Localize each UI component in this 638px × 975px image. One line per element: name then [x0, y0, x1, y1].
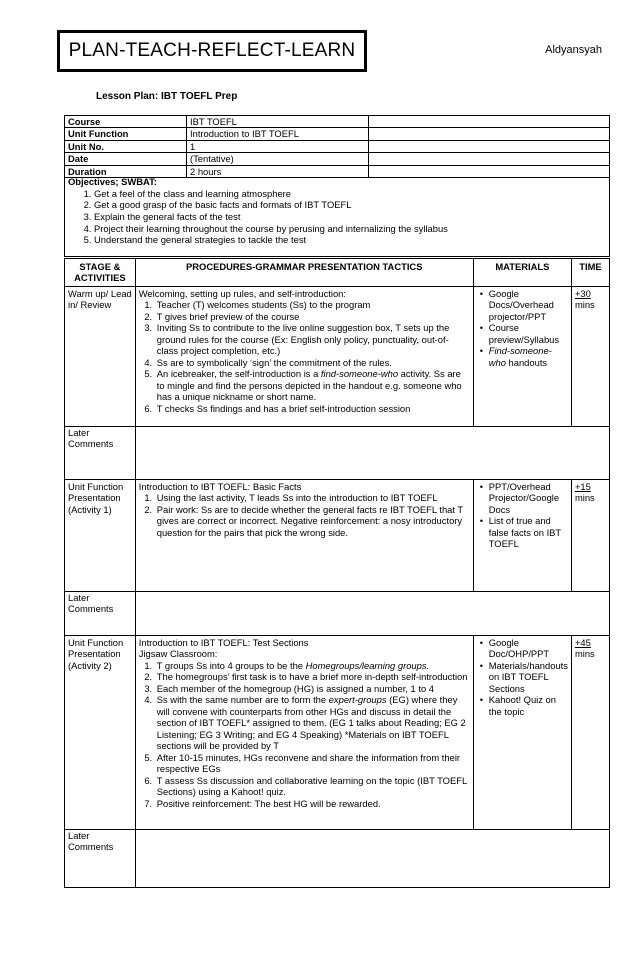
procedures-cell [135, 479, 473, 591]
stage-cell: Unit Function Presentation (Activity 1) [65, 479, 136, 591]
objectives-list [68, 188, 606, 246]
procedure-step: 2. The homegroups’ first task is to have a brief more in-depth self-introduction [155, 671, 470, 682]
procedures-cell [135, 286, 473, 426]
time-value: +45 [574, 636, 591, 648]
later-comments-cell [135, 426, 609, 479]
material-item: • Kahoot! Quiz on the topic [489, 694, 568, 717]
objective-item: 2. Get a good grasp of the basic facts and formats of IBT TOEFL [94, 199, 606, 211]
procedure-step [155, 660, 470, 671]
info-blank [369, 153, 610, 165]
info-value: 2 hours [187, 165, 369, 177]
step-text: (EG) where they will convene with counterparts from other HGs and discuss in detail the section of IBT TOEFL* assigned to them. (EG 1 talks about Reading; EG 2 Listening; EG 3 Writing; and EG 4 Speaking) *Materials on IBT TOEFL sections will be provided by T [156, 694, 466, 752]
materials-cell [473, 635, 571, 829]
table-header-row [65, 259, 610, 287]
stage-cell: Unit Function Presentation (Activity 2) [65, 635, 136, 829]
material-item: • Materials/handouts on IBT TOEFL Sections [489, 660, 568, 694]
time-unit: mins [574, 648, 595, 660]
author-name: Aldyansyah [545, 44, 602, 56]
info-value: (Tentative) [187, 153, 369, 165]
procedure-step: 3. Inviting Ss to contribute to the live online suggestion box, T sets up the ground rules for the course (Ex: English only policy, punctuality, out-of-class project completion, etc.) [155, 322, 470, 356]
lesson-title: Lesson Plan: IBT TOEFL Prep [96, 91, 238, 102]
info-label: Date [65, 153, 187, 165]
procedure-intro: Introduction to IBT TOEFL: Basic Facts [138, 480, 302, 492]
info-blank [369, 116, 610, 128]
material-item: • List of true and false facts on IBT TOEFL [489, 515, 568, 549]
materials-list [477, 288, 568, 368]
info-row [65, 128, 610, 140]
materials-cell [473, 479, 571, 591]
info-blank [369, 140, 610, 152]
info-label: Duration [65, 165, 187, 177]
header-title: PLAN-TEACH-REFLECT-LEARN [68, 40, 356, 61]
time-unit: mins [574, 299, 595, 311]
procedure-step: 6. T checks Ss findings and has a brief self-introduction session [155, 403, 470, 414]
time-value: +15 [574, 480, 591, 492]
activity-row [65, 635, 610, 829]
procedures-cell [135, 635, 473, 829]
info-row [65, 140, 610, 152]
procedure-subheading: Jigsaw Classroom: [138, 648, 218, 660]
procedure-step [155, 368, 470, 402]
procedure-step: 1. Using the last activity, T leads Ss into the introduction to IBT TOEFL [155, 492, 470, 503]
procedure-intro: Welcoming, setting up rules, and self-introduction: [138, 287, 346, 299]
later-comments-row [65, 591, 610, 635]
activity-row [65, 479, 610, 591]
step-emphasis: expert-groups [328, 694, 387, 706]
info-blank [369, 128, 610, 140]
objective-item: 3. Explain the general facts of the test [94, 211, 606, 223]
procedure-steps [139, 299, 470, 414]
info-label: Unit Function [65, 128, 187, 140]
header-title-box [57, 30, 367, 72]
materials-list [477, 481, 568, 550]
course-info-table [64, 115, 610, 178]
step-text: T groups Ss into 4 groups to be the [156, 659, 306, 671]
materials-list [477, 637, 568, 717]
step-text: An icebreaker, the self-introduction is a [156, 368, 321, 380]
time-unit: mins [574, 492, 595, 504]
info-row [65, 116, 610, 128]
material-item: • Course preview/Syllabus [489, 322, 568, 345]
material-item: • PPT/Overhead Projector/Google Docs [489, 481, 568, 515]
stage-cell: Warm up/ Lead in/ Review [65, 286, 136, 426]
info-value: 1 [187, 140, 369, 152]
col-stage-header: STAGE & ACTIVITIES [65, 259, 136, 287]
later-comments-row [65, 829, 610, 887]
step-text: activity. Ss are to mingle and find the persons depicted in the handout e.g. someone who has a unique nickname or short name. [156, 368, 462, 403]
procedure-step: 3. Each member of the homegroup (HG) is assigned a number, 1 to 4 [155, 683, 470, 694]
procedure-step: 1. Teacher (T) welcomes students (Ss) to the program [155, 299, 470, 310]
step-text: Ss with the same number are to form the [156, 694, 329, 706]
time-cell [571, 635, 609, 829]
material-item: • Google Doc/OHP/PPT [489, 637, 568, 660]
objective-item: 4. Project their learning throughout the course by perusing and internalizing the syllabus [94, 223, 606, 235]
material-item: • Google Docs/Overhead projector/PPT [489, 288, 568, 322]
objective-item: 1. Get a feel of the class and learning atmosphere [94, 188, 606, 200]
procedure-steps [139, 660, 470, 809]
procedure-step: 2. Pair work: Ss are to decide whether the general facts re IBT TOEFL that T gives are correct or incorrect. Negative reinforcement: a nosy introductory question for the pairs that pick the wrong side. [155, 504, 470, 538]
material-item [489, 345, 568, 368]
material-text: handouts [505, 356, 548, 368]
step-emphasis: find-someone-who [320, 368, 399, 380]
activity-row [65, 286, 610, 426]
later-comments-label: Later Comments [65, 829, 136, 887]
procedures-table [64, 258, 610, 888]
procedure-step: 5. After 10-15 minutes, HGs reconvene and share the information from their respective EGs [155, 752, 470, 775]
later-comments-row [65, 426, 610, 479]
col-materials-header: MATERIALS [473, 259, 571, 287]
procedure-step: 7. Positive reinforcement: The best HG will be rewarded. [155, 798, 470, 809]
later-comments-label: Later Comments [65, 426, 136, 479]
time-cell [571, 286, 609, 426]
later-comments-cell [135, 829, 609, 887]
procedure-steps [139, 492, 470, 538]
info-label: Unit No. [65, 140, 187, 152]
materials-cell [473, 286, 571, 426]
objectives-section [64, 175, 610, 257]
procedure-step: 4. Ss are to symbolically ‘sign’ the commitment of the rules. [155, 357, 470, 368]
col-time-header: TIME [571, 259, 609, 287]
time-value: +30 [574, 287, 591, 299]
objectives-heading: Objectives; SWBAT: [68, 176, 157, 187]
step-emphasis: Homegroups/learning groups. [305, 659, 430, 671]
procedure-step: 6. T assess Ss discussion and collaborative learning on the topic (IBT TOEFL Sections) using a Kahoot! quiz. [155, 775, 470, 798]
material-emphasis: Find-someone-who [488, 345, 552, 368]
time-cell [571, 479, 609, 591]
later-comments-label: Later Comments [65, 591, 136, 635]
info-row [65, 153, 610, 165]
info-value: IBT TOEFL [187, 116, 369, 128]
later-comments-cell [135, 591, 609, 635]
info-label: Course [65, 116, 187, 128]
col-procedures-header: PROCEDURES-GRAMMAR PRESENTATION TACTICS [135, 259, 473, 287]
objective-item: 5. Understand the general strategies to tackle the test [94, 234, 606, 246]
procedure-step [155, 694, 470, 751]
info-value: Introduction to IBT TOEFL [187, 128, 369, 140]
procedure-intro: Introduction to IBT TOEFL: Test Sections [138, 636, 309, 648]
procedure-step: 2. T gives brief preview of the course [155, 311, 470, 322]
